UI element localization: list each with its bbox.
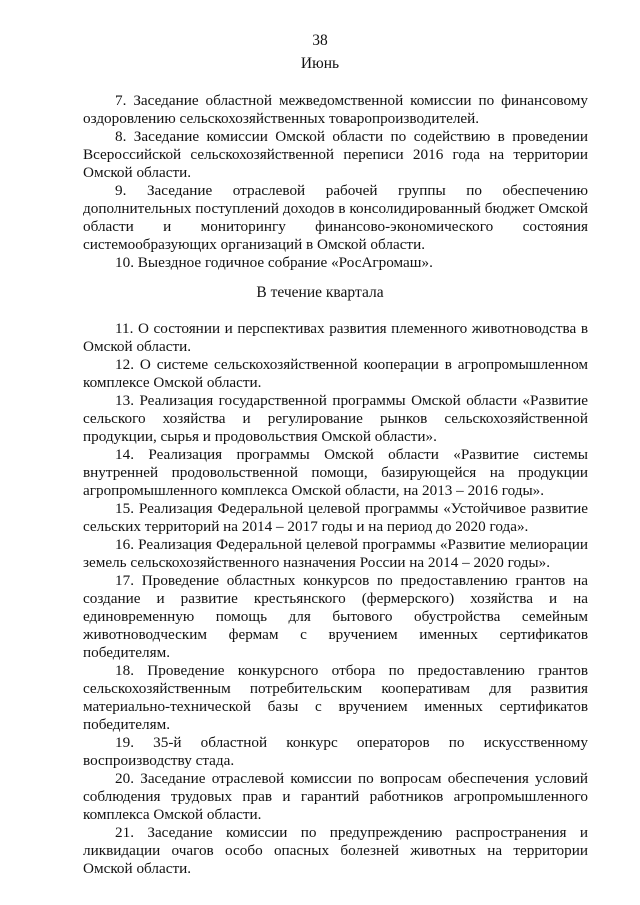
list-item: 18. Проведение конкурсного отбора по предоставлению грантов сельскохозяйственным потребительским кооперативам для развития материально-технической базы с вручением именных сертификатов победителям. xyxy=(83,662,588,733)
list-item: 9. Заседание отраслевой рабочей группы по обеспечению дополнительных поступлений доходов в консолидированный бюджет Омской области и мониторингу финансово-экономического состояния системообразующих организаций в Омской области. xyxy=(83,182,588,253)
list-item: 13. Реализация государственной программы Омской области «Развитие сельского хозяйства и регулирование рынков сельскохозяйственной продукции, сырья и продовольствия Омской области». xyxy=(83,392,588,445)
list-item: 14. Реализация программы Омской области «Развитие системы внутренней продовольственной помощи, базирующейся на продукции агропромышленного комплекса Омской области, на 2013 – 2016 годы». xyxy=(83,446,588,499)
list-item: 17. Проведение областных конкурсов по предоставлению грантов на создание и развитие крестьянского (фермерского) хозяйства и на единовременную помощь для бытового обустройства семейным животноводческим фермам с вручением именных сертификатов победителям. xyxy=(83,572,588,661)
list-item: 10. Выездное годичное собрание «РосАгромаш». xyxy=(115,254,433,271)
list-item: 16. Реализация Федеральной целевой программы «Развитие мелиорации земель сельскохозяйственного назначения России на 2014 – 2020 годы». xyxy=(83,536,588,571)
list-item: 8. Заседание комиссии Омской области по содействию в проведении Всероссийской сельскохозяйственной переписи 2016 года на территории Омской области. xyxy=(83,128,588,181)
june-items-list xyxy=(83,92,588,272)
section-heading-quarter: В течение квартала xyxy=(256,284,384,301)
list-item: 19. 35-й областной конкурс операторов по искусственному воспроизводству стада. xyxy=(83,734,588,769)
list-item: 21. Заседание комиссии по предупреждению распространения и ликвидации очагов особо опасных болезней животных на территории Омской области. xyxy=(83,824,588,877)
list-item: 20. Заседание отраслевой комиссии по вопросам обеспечения условий соблюдения трудовых прав и гарантий работников агропромышленного комплекса Омской области. xyxy=(83,770,588,823)
quarter-items-list xyxy=(83,320,588,878)
list-item: 11. О состоянии и перспективах развития племенного животноводства в Омской области. xyxy=(83,320,588,355)
list-item: 7. Заседание областной межведомственной комиссии по финансовому оздоровлению сельскохозяйственных товаропроизводителей. xyxy=(83,92,588,127)
list-item: 12. О системе сельскохозяйственной кооперации в агропромышленном комплексе Омской области. xyxy=(83,356,588,391)
list-item: 15. Реализация Федеральной целевой программы «Устойчивое развитие сельских территорий на 2014 – 2017 годы и на период до 2020 года». xyxy=(83,500,588,535)
page-number: 38 xyxy=(312,32,328,49)
month-heading: Июнь xyxy=(300,55,340,72)
